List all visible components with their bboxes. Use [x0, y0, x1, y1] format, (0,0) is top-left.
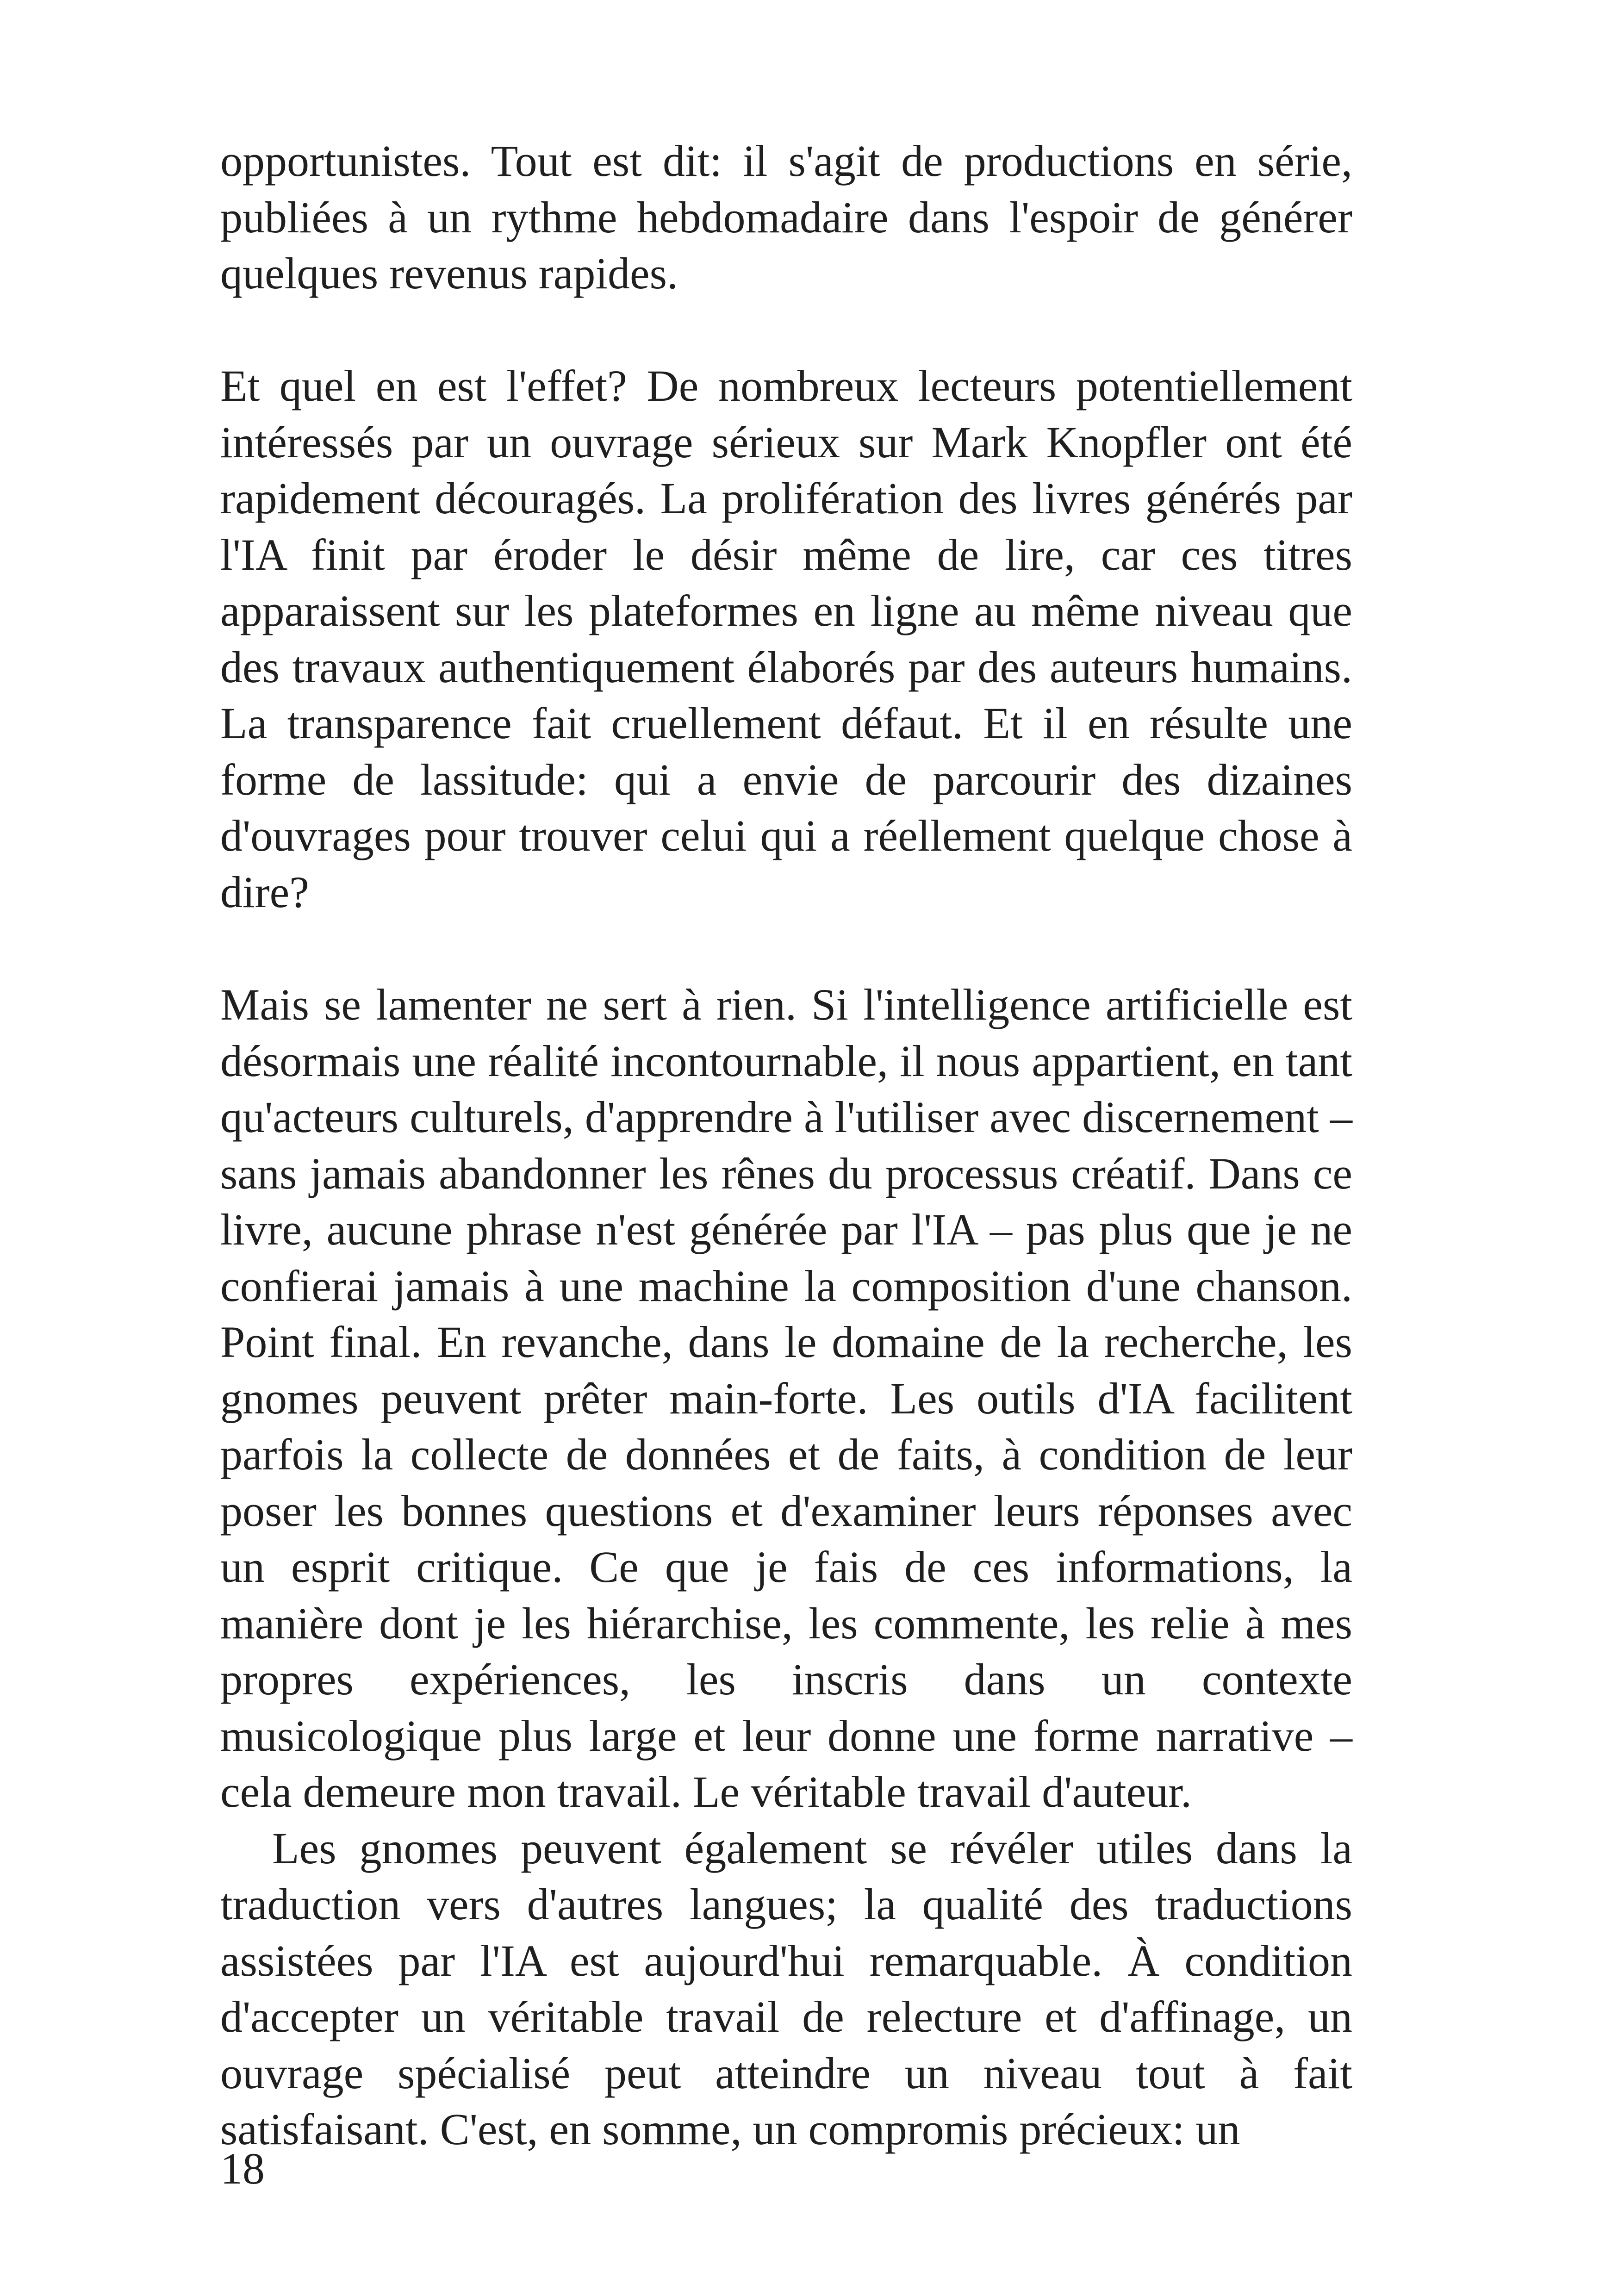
- page-number: 18: [220, 2144, 265, 2193]
- paragraph-4: Les gnomes peuvent également se révéler utiles dans la traduction vers d'autres langues; la qualité des traductions assistées par l'IA est aujourd'hui remarquable. À condition d'accepter un véritable travail de relecture et d'affinage, un ouvrage spécialisé peut atteindre un niveau tout à fait satisfaisant. C'est, en somme, un compromis précieux: un: [220, 1823, 1352, 2154]
- paragraph-3: Mais se lamenter ne sert à rien. Si l'intelligence artificielle est désormais une réalité incontournable, il nous appartient, en tant qu'acteurs culturels, d'apprendre à l'utiliser avec discernement – sans jamais abandonner les rênes du processus créatif. Dans ce livre, aucune phrase n'est générée par l'IA – pas plus que je ne confierai jamais à une machine la composition d'une chanson. Point final. En revanche, dans le domaine de la recherche, les gnomes peuvent prêter main-forte. Les outils d'IA facilitent parfois la collecte de données et de faits, à condition de leur poser les bonnes questions et d'examiner leurs réponses avec un esprit critique. Ce que je fais de ces informations, la manière dont je les hiérarchise, les commente, les relie à mes propres expériences, les inscris dans un contexte musicologique plus large et leur donne une forme narrative – cela demeure mon travail. Le véritable travail d'auteur.: [220, 980, 1352, 1817]
- paragraph-2: Et quel en est l'effet? De nombreux lecteurs potentiellement intéressés par un ouvrage sérieux sur Mark Knopfler ont été rapidement découragés. La prolifération des livres générés par l'IA finit par éroder le désir même de lire, car ces titres apparaissent sur les plateformes en ligne au même niveau que des travaux authentiquement élaborés par des auteurs humains. La transparence fait cruellement défaut. Et il en résulte une forme de lassitude: qui a envie de parcourir des dizaines d'ouvrages pour trouver celui qui a réellement quelque chose à dire?: [220, 361, 1352, 917]
- paragraph-block-1: [220, 133, 1352, 302]
- paragraph-1: opportunistes. Tout est dit: il s'agit de productions en série, publiées à un rythme hebdomadaire dans l'espoir de générer quelques revenus rapides.: [220, 136, 1352, 298]
- paragraph-block-3: [220, 977, 1352, 2158]
- paragraph-block-2: [220, 358, 1352, 920]
